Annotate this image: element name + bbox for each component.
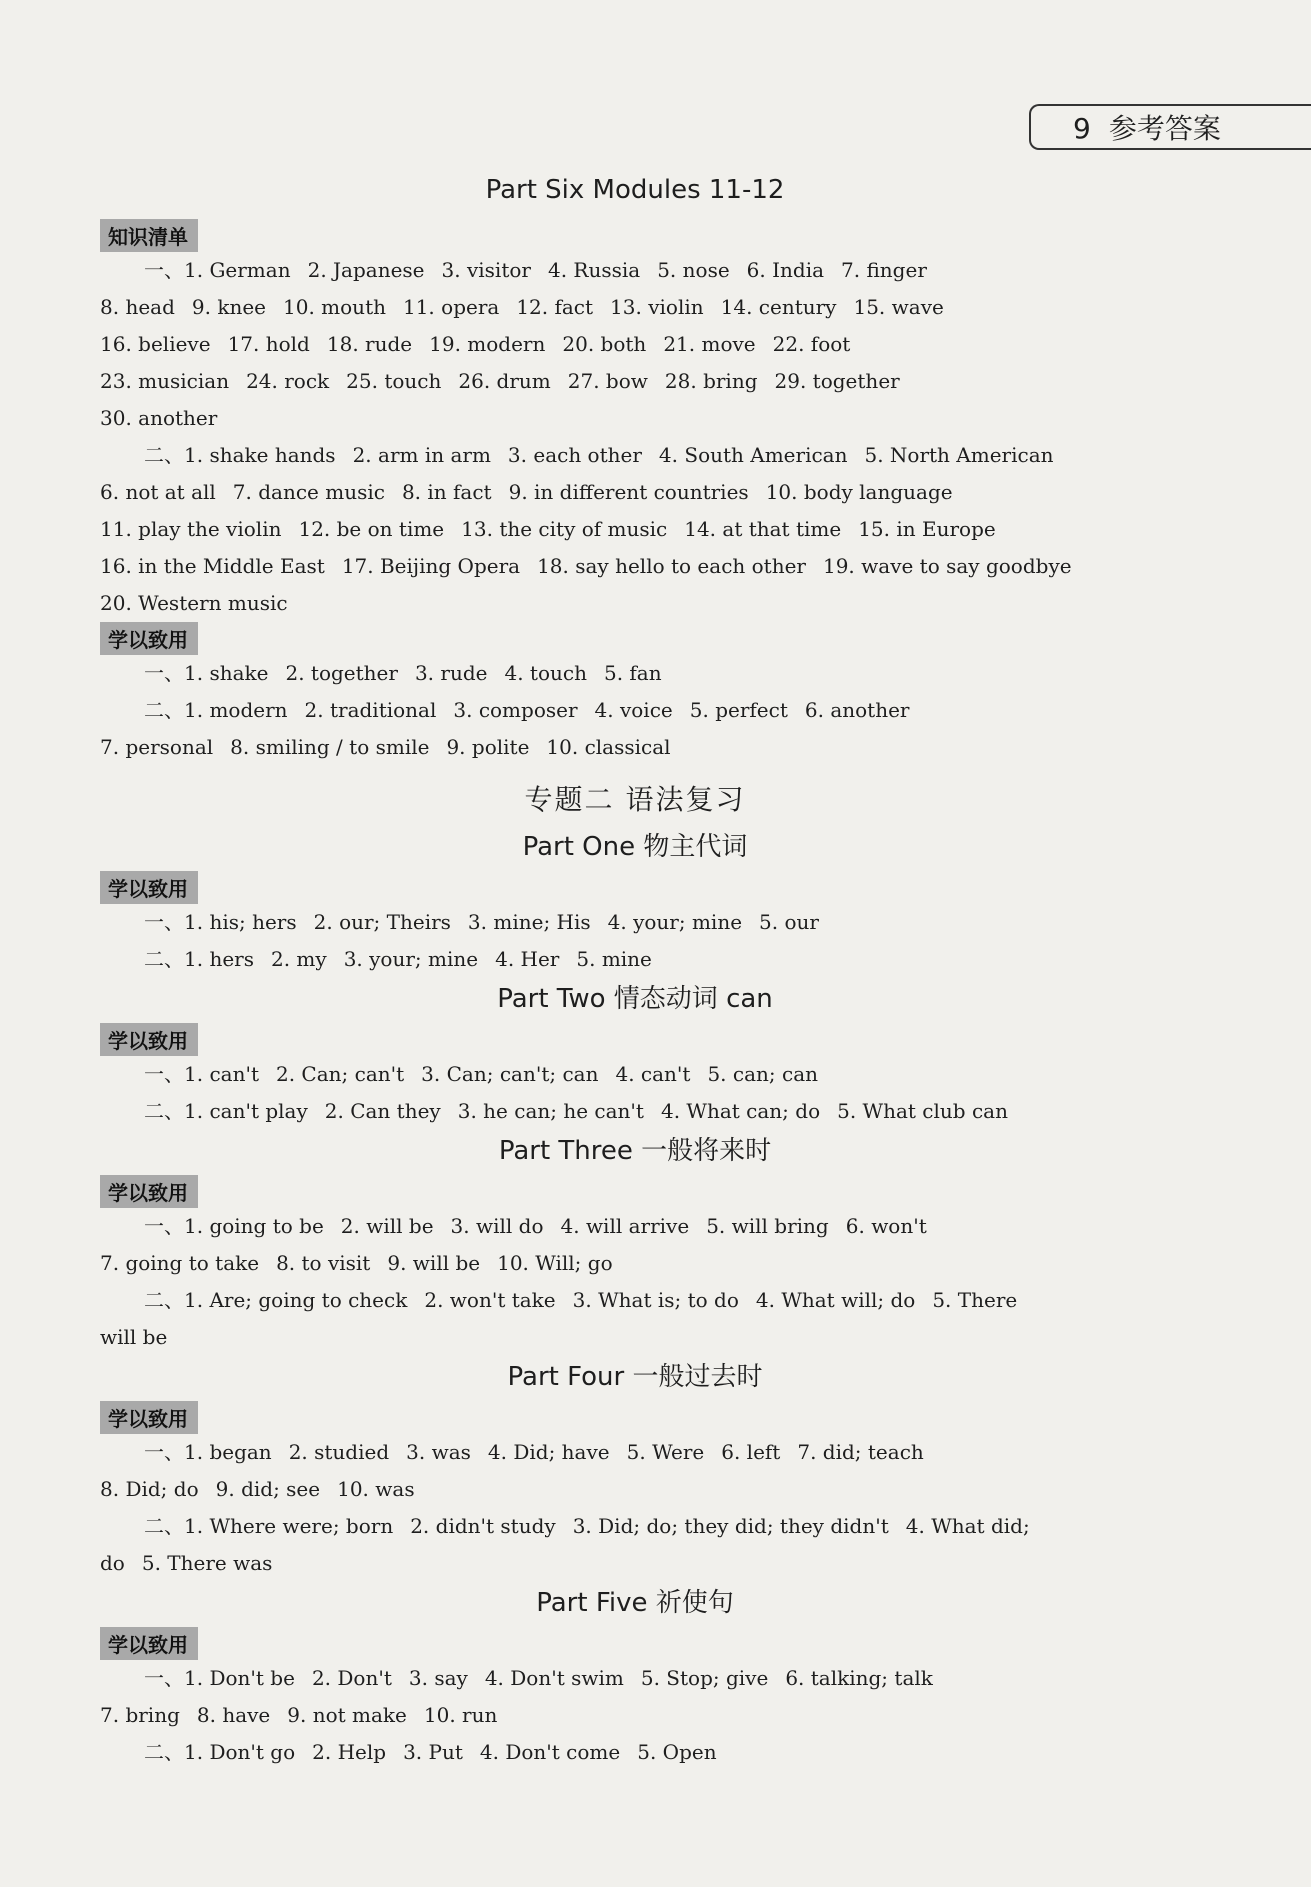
answer-item: 9. knee [191,295,267,319]
answer-item: 4. Russia [547,258,641,282]
block-s2 [100,904,1170,978]
answer-item: 一、1. going to be [144,1214,324,1238]
answer-item: 7. dance music [232,480,385,504]
answer-item: 12. fact [516,295,594,319]
answer-line [100,363,1170,400]
answer-item: 9. not make [287,1703,407,1727]
answer-item: 6. another [804,698,910,722]
block-s1-p3 [100,655,1170,766]
answer-item: 8. smiling / to smile [230,735,430,759]
answer-line [100,1056,1170,1093]
answer-item: 3. Put [403,1740,463,1764]
answer-item: 16. in the Middle East [100,554,325,578]
answer-item: 24. rock [246,369,330,393]
answer-item: 一、1. German [144,258,291,282]
answer-line [100,692,1170,729]
block-s4 [100,1208,1170,1356]
answer-line [100,1319,1170,1356]
answer-item: 5. can; can [707,1062,818,1086]
answer-item: will be [100,1325,168,1349]
topic-title: 专题二 语法复习 [524,783,746,816]
answer-line [100,1282,1170,1319]
answer-item: 一、1. Don't be [144,1666,295,1690]
answer-item: 6. India [746,258,825,282]
answer-item: 18. say hello to each other [537,554,806,578]
label-apply: 学以致用 [100,622,198,655]
answer-item: 3. each other [507,443,642,467]
answer-item: 5. Open [637,1740,717,1764]
answer-line [100,1434,1170,1471]
answer-line [100,289,1170,326]
answer-item: 4. South American [658,443,848,467]
answer-item: 2. arm in arm [352,443,491,467]
answer-line [100,1093,1170,1130]
answer-item: 21. move [663,332,756,356]
answer-item: 14. at that time [684,517,842,541]
answer-item: 3. rude [414,661,488,685]
answer-item: 2. Japanese [307,258,425,282]
block-s5 [100,1434,1170,1582]
answer-item: 19. modern [429,332,546,356]
answer-item: 15. in Europe [858,517,996,541]
answer-item: 2. Can they [324,1099,441,1123]
answer-item: 18. rude [326,332,413,356]
answer-item: 13. the city of music [461,517,668,541]
answer-item: 9. in different countries [508,480,749,504]
page-tab [1029,104,1311,150]
answer-item: 13. violin [610,295,704,319]
label-apply: 学以致用 [100,871,198,904]
answer-item: 5. our [759,910,819,934]
answer-item: 8. head [100,295,175,319]
answer-item: 19. wave to say goodbye [822,554,1072,578]
answer-item: 5. What club can [837,1099,1008,1123]
answer-item: 2. together [285,661,398,685]
answer-item: 6. not at all [100,480,216,504]
answer-item: 7. bring [100,1703,180,1727]
answer-item: 3. will do [450,1214,544,1238]
answer-item: 4. Don't come [479,1740,621,1764]
answer-item: 4. Don't swim [484,1666,624,1690]
answer-item: 4. will arrive [560,1214,690,1238]
answer-item: 5. Stop; give [640,1666,769,1690]
answer-item: 26. drum [458,369,551,393]
answer-item: 4. can't [615,1062,691,1086]
answer-item: 一、1. began [144,1440,272,1464]
answer-item: 5. North American [864,443,1054,467]
answer-item: 10. was [337,1477,415,1501]
answer-item: 7. personal [100,735,214,759]
answer-item: 3. What is; to do [572,1288,739,1312]
answer-item: 二、1. shake hands [144,443,336,467]
answer-item: do [100,1551,125,1575]
label-apply: 学以致用 [100,1401,198,1434]
section-title: Part Six Modules 11-12 [485,175,785,205]
answer-item: 3. Can; can't; can [421,1062,599,1086]
answer-item: 9. did; see [215,1477,321,1501]
answer-item: 3. Did; do; they did; they didn't [572,1514,889,1538]
answer-item: 4. Did; have [487,1440,610,1464]
answer-line [100,1697,1170,1734]
answer-item: 一、1. can't [144,1062,259,1086]
answer-item: 17. hold [227,332,310,356]
answer-line [100,437,1170,474]
answer-item: 10. body language [765,480,953,504]
answer-item: 8. in fact [401,480,492,504]
answer-item: 3. your; mine [343,947,479,971]
block-s6 [100,1660,1170,1771]
answer-item: 30. another [100,406,218,430]
answer-item: 2. Help [312,1740,387,1764]
answer-item: 一、1. shake [144,661,269,685]
answer-line [100,474,1170,511]
answer-item: 29. together [774,369,900,393]
answer-item: 7. did; teach [797,1440,924,1464]
answer-item: 8. to visit [276,1251,371,1275]
answer-line [100,1660,1170,1697]
answer-content [100,175,1170,1771]
answer-line [100,941,1170,978]
answer-item: 12. be on time [298,517,445,541]
answer-item: 14. century [720,295,837,319]
block-s1-p2 [100,437,1170,622]
answer-line [100,548,1170,585]
section-title: Part One 物主代词 [522,832,748,862]
answer-item: 11. opera [402,295,500,319]
answer-item: 22. foot [772,332,851,356]
answer-line [100,252,1170,289]
answer-item: 27. bow [567,369,648,393]
answer-line [100,655,1170,692]
label-apply: 学以致用 [100,1023,198,1056]
block-s3 [100,1056,1170,1130]
answer-item: 4. voice [594,698,673,722]
answer-line [100,1208,1170,1245]
label-knowledge: 知识清单 [100,219,198,252]
answer-item: 4. Her [495,947,560,971]
answer-item: 3. say [408,1666,468,1690]
answer-item: 4. What can; do [660,1099,821,1123]
answer-item: 10. run [423,1703,498,1727]
answer-item: 二、1. Don't go [144,1740,296,1764]
answer-item: 5. fan [603,661,662,685]
answer-item: 28. bring [664,369,758,393]
answer-item: 5. There was [141,1551,273,1575]
answer-item: 5. Were [626,1440,705,1464]
answer-item: 23. musician [100,369,230,393]
answer-line [100,729,1170,766]
answer-item: 2. will be [340,1214,434,1238]
answer-item: 二、1. modern [144,698,288,722]
answer-item: 2. Can; can't [275,1062,405,1086]
answer-item: 4. What will; do [755,1288,916,1312]
answer-item: 5. There [932,1288,1018,1312]
label-apply: 学以致用 [100,1627,198,1660]
answer-line [100,511,1170,548]
answer-item: 20. both [562,332,647,356]
section-title: Part Three 一般将来时 [498,1136,772,1166]
answer-line [100,1545,1170,1582]
answer-item: 6. talking; talk [785,1666,933,1690]
answer-item: 5. mine [576,947,652,971]
section-title: Part Two 情态动词 can [497,984,773,1014]
answer-item: 7. going to take [100,1251,260,1275]
page-number: 9 [1073,112,1091,145]
answer-item: 16. believe [100,332,211,356]
answer-line [100,904,1170,941]
answer-item: 5. perfect [689,698,788,722]
answer-line [100,585,1170,622]
answer-item: 二、1. can't play [144,1099,308,1123]
answer-item: 二、1. Are; going to check [144,1288,408,1312]
answer-item: 6. left [721,1440,781,1464]
answer-line [100,1245,1170,1282]
answer-item: 3. he can; he can't [457,1099,644,1123]
answer-item: 11. play the violin [100,517,282,541]
answer-item: 10. mouth [283,295,386,319]
answer-item: 2. traditional [304,698,437,722]
answer-item: 4. your; mine [607,910,743,934]
section-title: Part Five 祈使句 [536,1588,734,1618]
label-apply: 学以致用 [100,1175,198,1208]
answer-line [100,400,1170,437]
answer-line [100,1471,1170,1508]
answer-item: 2. won't take [424,1288,556,1312]
answer-item: 8. have [196,1703,271,1727]
answer-item: 15. wave [853,295,944,319]
answer-item: 2. our; Theirs [313,910,451,934]
answer-item: 3. mine; His [467,910,591,934]
answer-item: 25. touch [346,369,442,393]
answer-item: 17. Beijing Opera [341,554,521,578]
answer-item: 5. nose [657,258,730,282]
answer-item: 一、1. his; hers [144,910,297,934]
answer-item: 4. What did; [905,1514,1030,1538]
answer-item: 2. didn't study [410,1514,556,1538]
answer-item: 7. finger [841,258,927,282]
answer-item: 5. will bring [706,1214,829,1238]
answer-item: 9. will be [387,1251,481,1275]
answer-item: 10. classical [546,735,671,759]
answer-item: 6. won't [845,1214,927,1238]
answer-item: 3. was [406,1440,471,1464]
answer-item: 2. Don't [311,1666,392,1690]
answer-item: 20. Western music [100,591,288,615]
answer-item: 3. visitor [441,258,531,282]
answer-line [100,326,1170,363]
answer-item: 3. composer [453,698,578,722]
block-s1-p1 [100,252,1170,437]
tab-label: 参考答案 [1108,112,1221,145]
answer-item: 8. Did; do [100,1477,199,1501]
answer-item: 二、1. hers [144,947,254,971]
answer-item: 4. touch [504,661,587,685]
answer-item: 9. polite [446,735,530,759]
section-title: Part Four 一般过去时 [507,1362,763,1392]
answer-item: 2. studied [288,1440,390,1464]
answer-line [100,1734,1170,1771]
answer-item: 10. Will; go [497,1251,613,1275]
answer-line [100,1508,1170,1545]
answer-item: 2. my [270,947,327,971]
answer-item: 二、1. Where were; born [144,1514,394,1538]
